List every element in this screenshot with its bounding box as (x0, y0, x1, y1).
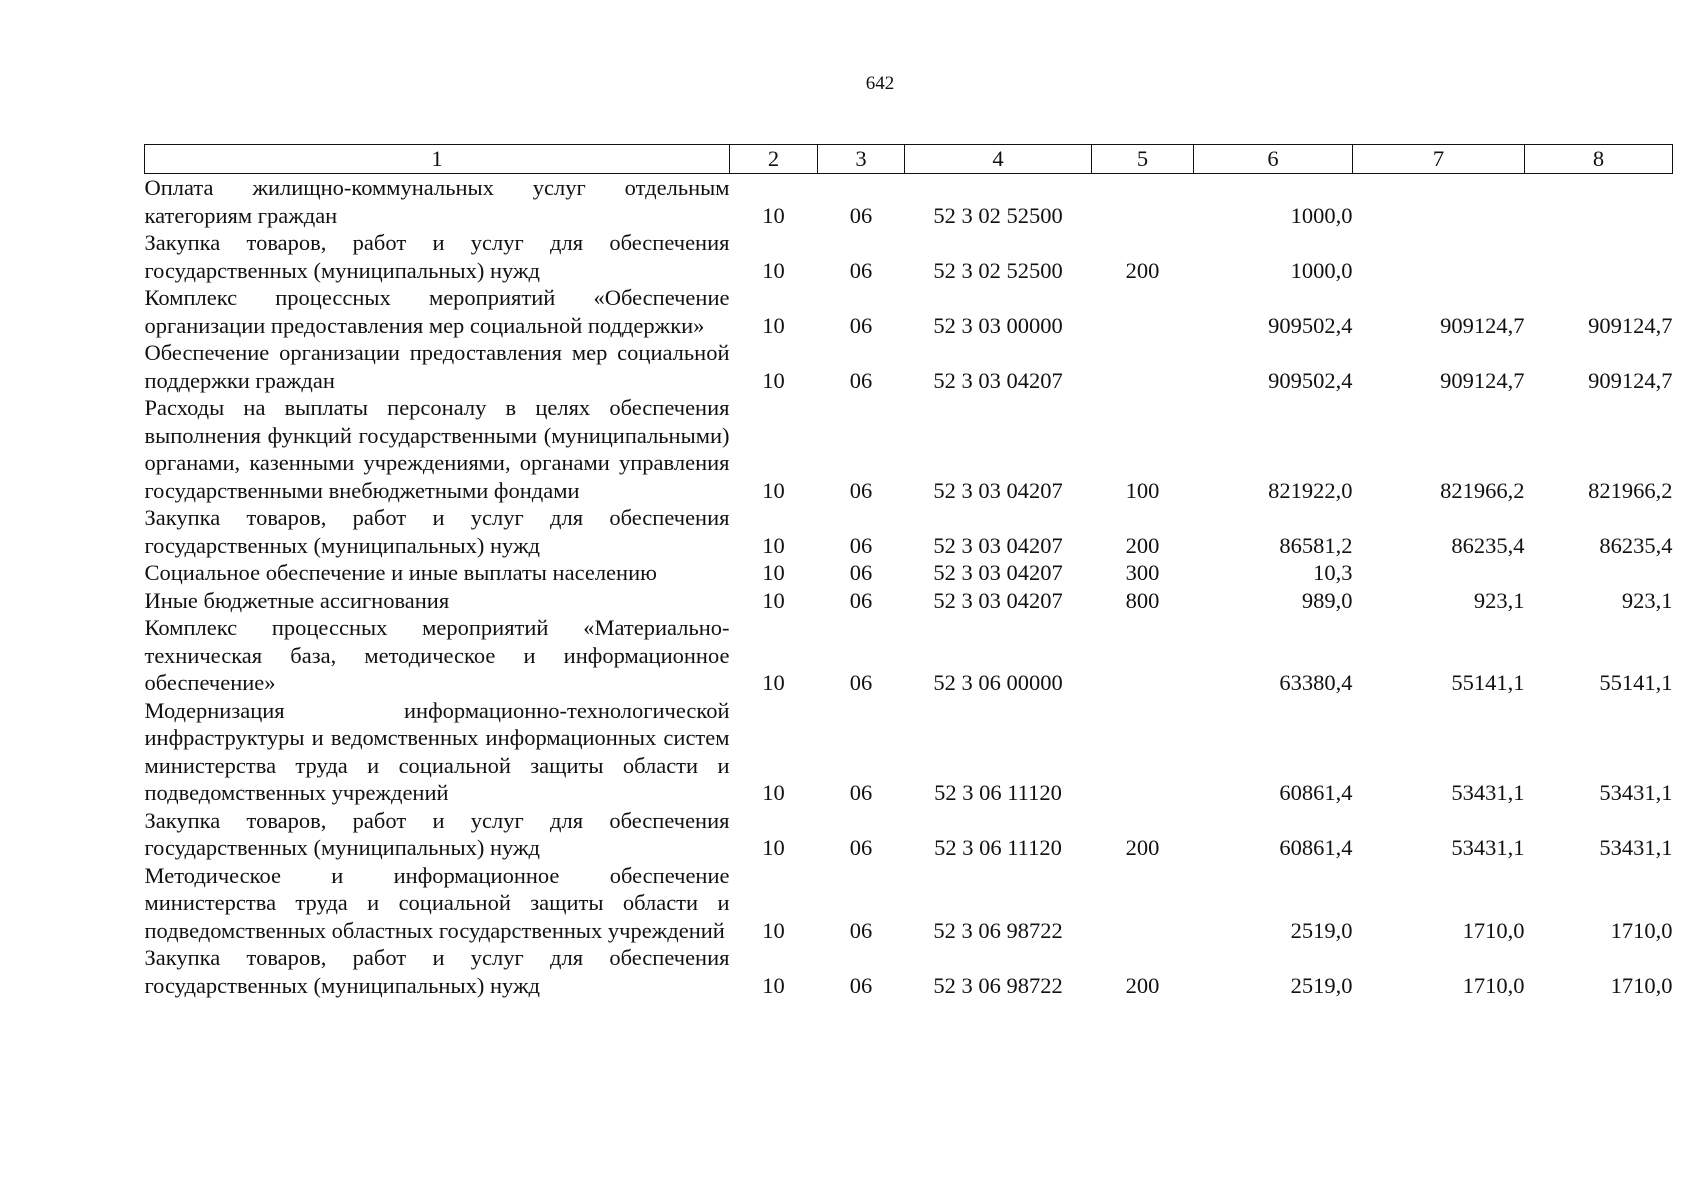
column-header: 7 (1353, 145, 1525, 174)
row-name-cell: Закупка товаров, работ и услуг для обеспечения государственных (муниципальных) нужд (144, 807, 730, 860)
amount-col6-cell: 909502,4 (1268, 312, 1353, 338)
amount-col8-cell: 923,1 (1621, 587, 1673, 613)
row-name-cell: Комплекс процессных мероприятий «Обеспечение организации предоставления мер социальной поддержки» (144, 285, 730, 338)
subsection-cell: 06 (849, 560, 873, 585)
amount-col6-cell: 60861,4 (1279, 835, 1353, 860)
amount-col8-cell: 821966,2 (1588, 477, 1673, 503)
row-name-cell: Методическое и информационное обеспечение министерства труда и социальной защиты области и подведомственных областных государственных учреждений (144, 862, 730, 943)
subsection-cell: 06 (849, 312, 873, 338)
table-row (145, 614, 1673, 697)
target-article-cell: 52 3 03 04207 (933, 560, 1063, 585)
section-cell: 10 (762, 587, 785, 613)
subsection-cell: 06 (849, 972, 873, 998)
section-cell: 10 (762, 670, 785, 695)
table-row (145, 944, 1673, 999)
target-article-cell: 52 3 02 52500 (933, 202, 1063, 228)
amount-col6-cell: 821922,0 (1268, 477, 1353, 503)
amount-col8-cell: 86235,4 (1599, 532, 1673, 558)
row-name-cell: Закупка товаров, работ и услуг для обеспечения государственных (муниципальных) нужд (144, 505, 730, 558)
amount-col8-cell (1525, 229, 1673, 284)
table-row (145, 504, 1673, 559)
section-cell: 10 (762, 202, 785, 228)
row-name-cell: Закупка товаров, работ и услуг для обеспечения государственных (муниципальных) нужд (144, 230, 730, 283)
subsection-cell: 06 (849, 917, 873, 943)
expense-type-cell (1092, 339, 1194, 394)
subsection-cell: 06 (849, 257, 873, 283)
target-article-cell: 52 3 06 00000 (933, 670, 1063, 695)
expense-type-cell: 200 (1125, 972, 1160, 998)
amount-col7-cell: 55141,1 (1451, 670, 1525, 695)
expense-type-cell: 300 (1125, 560, 1160, 585)
amount-col8-cell: 909124,7 (1588, 367, 1673, 393)
table-row (145, 559, 1673, 587)
subsection-cell: 06 (849, 780, 873, 805)
amount-col8-cell: 909124,7 (1588, 312, 1673, 338)
target-article-cell: 52 3 03 04207 (933, 367, 1063, 393)
subsection-cell: 06 (849, 587, 873, 613)
amount-col7-cell: 923,1 (1473, 587, 1525, 613)
amount-col6-cell: 909502,4 (1268, 367, 1353, 393)
amount-col7-cell: 909124,7 (1440, 367, 1525, 393)
column-header: 8 (1525, 145, 1673, 174)
section-cell: 10 (762, 257, 785, 283)
table-row (145, 394, 1673, 504)
table-row (145, 807, 1673, 862)
target-article-cell: 52 3 06 11120 (934, 780, 1062, 805)
table-row (145, 862, 1673, 945)
amount-col6-cell: 1000,0 (1290, 257, 1353, 283)
expense-type-cell (1092, 697, 1194, 807)
expense-type-cell (1092, 284, 1194, 339)
subsection-cell: 06 (849, 477, 873, 503)
amount-col7-cell (1353, 174, 1525, 230)
target-article-cell: 52 3 03 04207 (933, 477, 1063, 503)
amount-col6-cell: 63380,4 (1279, 670, 1353, 695)
section-cell: 10 (762, 532, 785, 558)
row-name-cell: Оплата жилищно-коммунальных услуг отдельным категориям граждан (144, 175, 730, 228)
section-cell: 10 (762, 835, 785, 860)
amount-col7-cell (1353, 559, 1525, 587)
amount-col8-cell (1525, 559, 1673, 587)
table-row (145, 229, 1673, 284)
expense-type-cell: 200 (1125, 257, 1160, 283)
section-cell: 10 (762, 367, 785, 393)
column-header: 2 (730, 145, 818, 174)
amount-col8-cell: 53431,1 (1599, 835, 1673, 860)
section-cell: 10 (762, 312, 785, 338)
subsection-cell: 06 (849, 835, 873, 860)
row-name-cell: Закупка товаров, работ и услуг для обеспечения государственных (муниципальных) нужд (144, 945, 730, 998)
amount-col7-cell: 821966,2 (1440, 477, 1525, 503)
expense-type-cell (1092, 174, 1194, 230)
table-row (145, 174, 1673, 230)
row-name-cell: Комплекс процессных мероприятий «Материально-техническая база, методическое и информационное обеспечение» (144, 615, 730, 695)
amount-col7-cell: 909124,7 (1440, 312, 1525, 338)
expense-type-cell: 100 (1125, 477, 1160, 503)
amount-col6-cell: 86581,2 (1279, 532, 1353, 558)
row-name-cell: Обеспечение организации предоставления мер социальной поддержки граждан (144, 340, 730, 393)
target-article-cell: 52 3 06 98722 (933, 917, 1063, 943)
target-article-cell: 52 3 03 00000 (933, 312, 1063, 338)
row-name-cell: Расходы на выплаты персоналу в целях обеспечения выполнения функций государственными (муниципальными) органами, казенными учреждениями, органами управления государственными внебюджетными фондами (144, 395, 730, 503)
amount-col7-cell: 86235,4 (1451, 532, 1525, 558)
amount-col6-cell: 1000,0 (1290, 202, 1353, 228)
column-header: 3 (818, 145, 905, 174)
section-cell: 10 (762, 780, 785, 805)
column-header: 4 (905, 145, 1092, 174)
target-article-cell: 52 3 03 04207 (933, 532, 1063, 558)
amount-col8-cell: 53431,1 (1599, 780, 1673, 805)
section-cell: 10 (762, 972, 785, 998)
target-article-cell: 52 3 02 52500 (933, 257, 1063, 283)
amount-col6-cell: 60861,4 (1279, 780, 1353, 805)
amount-col6-cell: 989,0 (1301, 587, 1353, 613)
subsection-cell: 06 (849, 202, 873, 228)
expense-type-cell (1092, 614, 1194, 697)
table-row (145, 339, 1673, 394)
expense-type-cell: 200 (1125, 835, 1160, 860)
table-row (145, 697, 1673, 807)
amount-col6-cell: 2519,0 (1290, 917, 1353, 943)
column-header: 1 (145, 145, 730, 174)
table-row (145, 284, 1673, 339)
subsection-cell: 06 (849, 367, 873, 393)
amount-col6-cell: 10,3 (1313, 560, 1353, 585)
table-row (145, 587, 1673, 615)
amount-col7-cell: 53431,1 (1451, 835, 1525, 860)
amount-col7-cell: 1710,0 (1462, 972, 1525, 998)
page-number: 642 (865, 73, 895, 94)
column-header: 5 (1092, 145, 1194, 174)
amount-col7-cell: 53431,1 (1451, 780, 1525, 805)
subsection-cell: 06 (849, 670, 873, 695)
section-cell: 10 (762, 477, 785, 503)
header-row (145, 145, 1673, 174)
amount-col6-cell: 2519,0 (1290, 972, 1353, 998)
row-name-cell: Социальное обеспечение и иные выплаты населению (144, 560, 657, 585)
row-name-cell: Модернизация информационно-технологической инфраструктуры и ведомственных информационных систем министерства труда и социальной защиты области и подведомственных учреждений (144, 697, 730, 805)
target-article-cell: 52 3 06 11120 (934, 835, 1062, 860)
row-name-cell: Иные бюджетные ассигнования (144, 587, 450, 613)
amount-col8-cell: 55141,1 (1599, 670, 1673, 695)
amount-col8-cell (1525, 174, 1673, 230)
expense-type-cell: 800 (1125, 587, 1160, 613)
amount-col8-cell: 1710,0 (1610, 917, 1673, 943)
column-header: 6 (1194, 145, 1353, 174)
amount-col7-cell: 1710,0 (1462, 917, 1525, 943)
target-article-cell: 52 3 03 04207 (933, 587, 1063, 613)
target-article-cell: 52 3 06 98722 (933, 972, 1063, 998)
expense-type-cell: 200 (1125, 532, 1160, 558)
amount-col7-cell (1353, 229, 1525, 284)
expense-type-cell (1092, 862, 1194, 945)
section-cell: 10 (762, 560, 785, 585)
subsection-cell: 06 (849, 532, 873, 558)
section-cell: 10 (762, 917, 785, 943)
amount-col8-cell: 1710,0 (1610, 972, 1673, 998)
budget-table (144, 144, 1673, 999)
